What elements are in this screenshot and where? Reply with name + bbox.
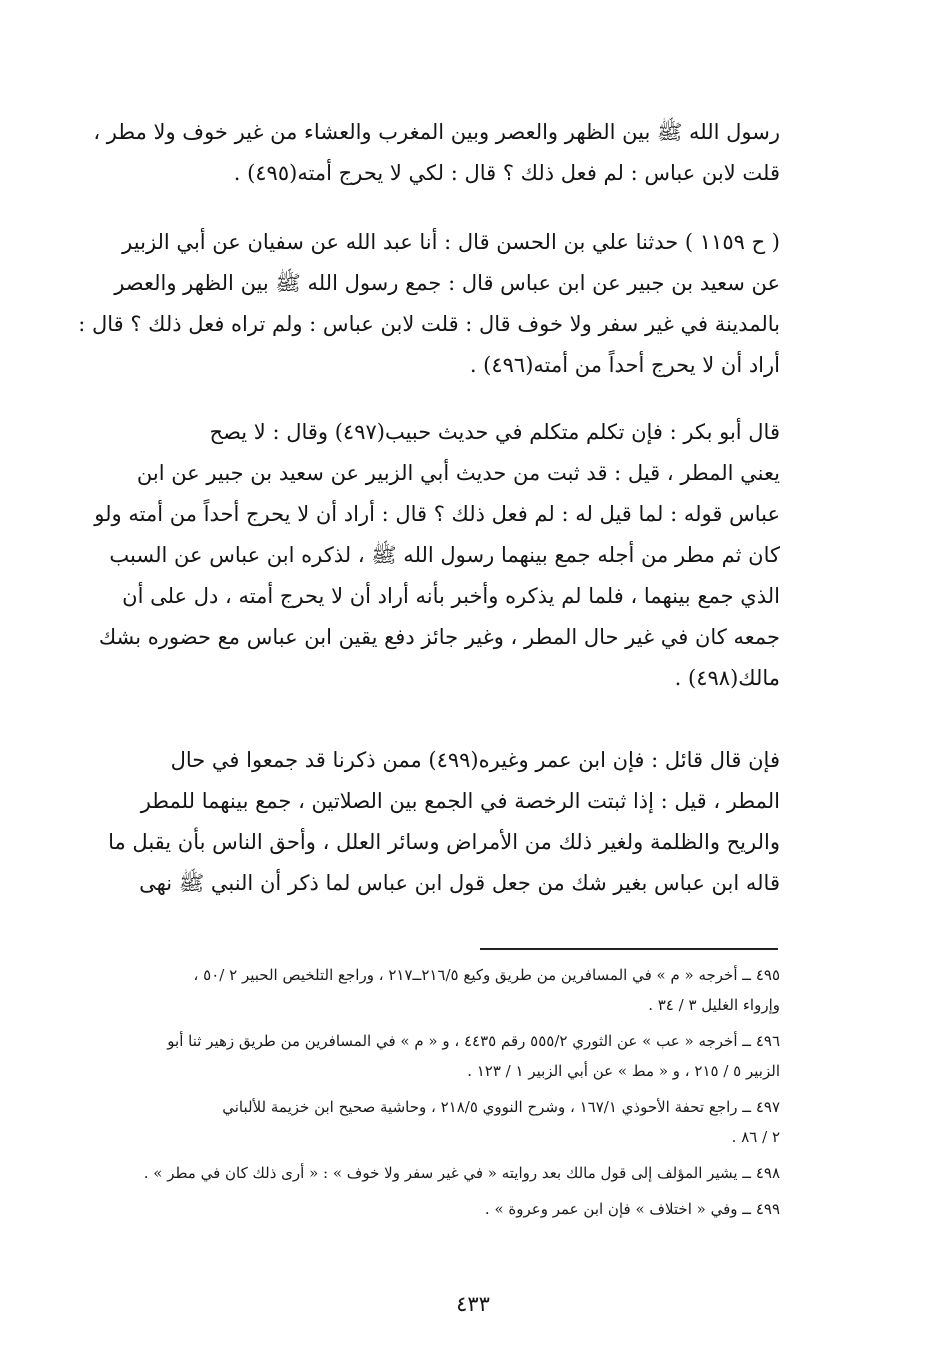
footnote-line: ٤٩٥ ــ أخرجه « م » في المسافرين من طريق وكيع ٢١٦/٥ــ٢١٧ ، وراجع التلخيص الحبير ٢ /٥٠ ، <box>193 966 780 984</box>
text-line: والريح والظلمة ولغير ذلك من الأمراض وسائر العلل ، وأحق الناس بأن يقبل ما <box>108 830 780 854</box>
footnote-line: ٤٩٦ ــ أخرجه « عب » عن الثوري ٥٥٥/٢ رقم ٤٤٣٥ ، و « م » في المسافرين من طريق زهير ثنا أبو <box>167 1032 780 1050</box>
footnote-line: ٤٩٨ ــ يشير المؤلف إلى قول مالك بعد روايته « في غير سفر ولا خوف » : « أرى ذلك كان في مطر » . <box>143 1164 780 1182</box>
paragraph-4 <box>108 740 780 904</box>
footnote-line: ٢ / ٨٦ . <box>731 1128 780 1146</box>
text-line: قال أبو بكر : فإن تكلم متكلم في حديث حبيب(٤٩٧) وقال : لا يصح <box>209 420 780 444</box>
footnote-line: ٤٩٧ ــ راجع تحفة الأحوذي ١٦٧/١ ، وشرح النووي ٢١٨/٥ ، وحاشية صحيح ابن خزيمة للألباني <box>222 1098 780 1116</box>
footnote-line: وإرواء الغليل ٣ / ٣٤ . <box>648 996 780 1014</box>
paragraph-1 <box>93 112 780 194</box>
footnote-496 <box>160 1026 780 1086</box>
footnote-line: ٤٩٩ ــ وفي « اختلاف » فإن ابن عمر وعروة » . <box>484 1200 780 1218</box>
footnote-499 <box>160 1194 780 1224</box>
paragraph-3 <box>94 412 780 699</box>
footnotes <box>143 960 780 1230</box>
text-line: يعني المطر ، قيل : قد ثبت من حديث أبي الزبير عن سعيد بن جبير عن ابن <box>136 461 780 485</box>
text-line: عن سعيد بن جبير عن ابن عباس قال : جمع رسول الله ﷺ بين الظهر والعصر <box>114 271 780 295</box>
footnote-line: الزبير ٥ / ٢١٥ ، و « مط » عن أبي الزبير ١ / ١٢٣ . <box>467 1062 780 1080</box>
text-line: المطر ، قيل : إذا ثبتت الرخصة في الجمع بين الصلاتين ، جمع بينهما للمطر <box>140 789 780 813</box>
footnote-divider <box>480 948 778 950</box>
text-line: جمعه كان في غير حال المطر ، وغير جائز دفع يقين ابن عباس مع حضوره بشك <box>98 625 780 649</box>
text-line: عباس قوله : لما قيل له : لم فعل ذلك ؟ قال : أراد أن لا يحرج أحداً من أمته ولو <box>94 502 780 526</box>
text-line: مالك(٤٩٨) . <box>674 666 780 690</box>
text-line: قاله ابن عباس بغير شك من جعل قول ابن عباس لما ذكر أن النبي ﷺ نهى <box>139 871 780 895</box>
footnote-497 <box>160 1092 780 1152</box>
text-line: رسول الله ﷺ بين الظهر والعصر وبين المغرب والعشاء من غير خوف ولا مطر ، <box>93 120 780 144</box>
text-line: ( ح ١١٥٩ ) حدثنا علي بن الحسن قال : أنا عبد الله عن سفيان عن أبي الزبير <box>122 230 780 254</box>
page-number: ٤٣٣ <box>456 1292 490 1316</box>
text-line: الذي جمع بينهما ، فلما لم يذكره وأخبر بأنه أراد أن لا يحرج أمته ، دل على أن <box>122 584 780 608</box>
text-line: قلت لابن عباس : لم فعل ذلك ؟ قال : لكي لا يحرج أمته(٤٩٥) . <box>233 161 780 185</box>
text-line: بالمدينة في غير سفر ولا خوف قال : قلت لابن عباس : ولم تراه فعل ذلك ؟ قال : <box>78 312 780 336</box>
footnote-498 <box>143 1158 780 1188</box>
text-line: أراد أن لا يحرج أحداً من أمته(٤٩٦) . <box>469 353 780 377</box>
text-line: فإن قال قائل : فإن ابن عمر وغيره(٤٩٩) ممن ذكرنا قد جمعوا في حال <box>170 748 780 772</box>
text-line: كان ثم مطر من أجله جمع بينهما رسول الله ﷺ ، لذكره ابن عباس عن السبب <box>109 543 780 567</box>
footnote-495 <box>160 960 780 1020</box>
paragraph-2 <box>78 222 780 386</box>
